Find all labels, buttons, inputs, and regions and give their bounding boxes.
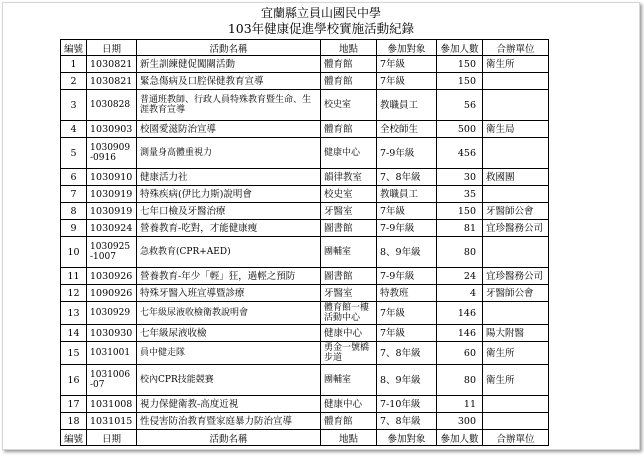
row-activity-name: 七年口檢及牙醫治療: [137, 203, 321, 220]
table-row: [61, 186, 549, 203]
row-place: 體育館: [321, 413, 377, 430]
row-partner: [483, 186, 549, 203]
row-place: 團輔室: [321, 237, 377, 268]
record-title: 103年健康促進學校實施活動紀錄: [227, 21, 415, 36]
row-place: 校史室: [321, 186, 377, 203]
row-place: 健康中心: [321, 138, 377, 169]
row-count: 56: [437, 90, 483, 121]
row-date: 1030828: [87, 90, 137, 121]
row-partner: 宜珍醫務公司: [483, 268, 549, 285]
row-target: 7-10年級: [377, 396, 437, 413]
row-no: 10: [61, 237, 87, 268]
row-date: 1030903: [87, 121, 137, 138]
row-place: 校史室: [321, 90, 377, 121]
table-row: [61, 268, 549, 285]
row-no: 9: [61, 220, 87, 237]
row-place: 勇金一號橋步道: [321, 342, 377, 365]
row-no: 7: [61, 186, 87, 203]
row-no: 18: [61, 413, 87, 430]
row-activity-name: 健康活力社: [137, 169, 321, 186]
row-place: 體育館: [321, 56, 377, 73]
row-date: 1030925 -1007: [87, 237, 137, 268]
table-row: [61, 285, 549, 302]
row-count: 11: [437, 396, 483, 413]
row-partner: [483, 396, 549, 413]
col-header-name: 活動名稱: [137, 40, 321, 56]
row-count: 456: [437, 138, 483, 169]
row-no: 14: [61, 325, 87, 342]
table-row: [61, 237, 549, 268]
row-activity-name: 視力保健衛教-高度近視: [137, 396, 321, 413]
table-row: [61, 396, 549, 413]
row-date: 1030919: [87, 186, 137, 203]
row-date: 1030909 -0916: [87, 138, 137, 169]
row-partner: 宜珍醫務公司: [483, 220, 549, 237]
row-partner: 衛生所: [483, 342, 549, 365]
row-target: 7-9年級: [377, 220, 437, 237]
row-activity-name: 校內CPR技能競賽: [137, 365, 321, 396]
row-activity-name: 急救教育(CPR+AED): [137, 237, 321, 268]
row-target: 7-9年級: [377, 138, 437, 169]
row-place: 牙醫室: [321, 285, 377, 302]
row-activity-name: 緊急傷病及口腔保健教育宣導: [137, 73, 321, 90]
row-date: 1030929: [87, 302, 137, 325]
row-place: 體育館一樓活動中心: [321, 302, 377, 325]
row-date: 1031008: [87, 396, 137, 413]
row-partner: [483, 413, 549, 430]
row-target: 教職員工: [377, 186, 437, 203]
row-count: 150: [437, 56, 483, 73]
row-date: 1030910: [87, 169, 137, 186]
row-partner: [483, 90, 549, 121]
row-activity-name: 普通班教師、行政人員特殊教育暨生命、生涯教育宣導: [137, 90, 321, 121]
row-count: 35: [437, 186, 483, 203]
table-row: [61, 365, 549, 396]
school-title: 宜蘭縣立員山國民中學: [260, 6, 381, 20]
row-partner: 牙醫師公會: [483, 285, 549, 302]
row-target: 7-9年級: [377, 268, 437, 285]
row-place: 團輔室: [321, 365, 377, 396]
col-header-date: 日期: [87, 40, 137, 56]
row-activity-name: 測量身高體重視力: [137, 138, 321, 169]
row-partner: [483, 302, 549, 325]
row-activity-name: 員中健走隊: [137, 342, 321, 365]
row-no: 5: [61, 138, 87, 169]
row-activity-name: 營養教育-吃對，才能健康瘦: [137, 220, 321, 237]
row-count: 4: [437, 285, 483, 302]
row-date: 1030926: [87, 268, 137, 285]
row-count: 150: [437, 73, 483, 90]
row-activity-name: 七年級尿液收檢: [137, 325, 321, 342]
row-target: 7年級: [377, 56, 437, 73]
row-partner: [483, 237, 549, 268]
row-no: 13: [61, 302, 87, 325]
row-count: 30: [437, 169, 483, 186]
row-activity-name: 七年級尿液收檢衛教說明會: [137, 302, 321, 325]
table-row: [61, 220, 549, 237]
row-count: 60: [437, 342, 483, 365]
col-footer-date: 日期: [87, 430, 137, 446]
row-no: 4: [61, 121, 87, 138]
table-row: [61, 342, 549, 365]
table-row: [61, 138, 549, 169]
col-header-count: 參加人數: [437, 40, 483, 56]
row-date: 1031001: [87, 342, 137, 365]
table-row: [61, 203, 549, 220]
col-header-target: 參加對象: [377, 40, 437, 56]
row-target: 7年級: [377, 325, 437, 342]
row-partner: 衛生所: [483, 365, 549, 396]
col-footer-name: 活動名稱: [137, 430, 321, 446]
row-target: 7、8年級: [377, 413, 437, 430]
row-date: 1031015: [87, 413, 137, 430]
row-no: 3: [61, 90, 87, 121]
row-target: 特教班: [377, 285, 437, 302]
row-count: 80: [437, 237, 483, 268]
row-partner: 衛生所: [483, 56, 549, 73]
row-place: 韻律教室: [321, 169, 377, 186]
row-count: 500: [437, 121, 483, 138]
row-activity-name: 性侵害防治教育暨家庭暴力防治宣導: [137, 413, 321, 430]
row-no: 11: [61, 268, 87, 285]
row-count: 24: [437, 268, 483, 285]
row-activity-name: 特殊牙醫入班宣導暨診療: [137, 285, 321, 302]
row-no: 12: [61, 285, 87, 302]
row-activity-name: 新生訓練健促闖關活動: [137, 56, 321, 73]
row-place: 體育館: [321, 121, 377, 138]
table-row: [61, 121, 549, 138]
row-target: 全校師生: [377, 121, 437, 138]
table-row: [61, 325, 549, 342]
row-activity-name: 特殊疾病(伊比力斯)說明會: [137, 186, 321, 203]
row-count: 150: [437, 203, 483, 220]
row-count: 146: [437, 302, 483, 325]
col-footer-place: 地點: [321, 430, 377, 446]
row-place: 圖書館: [321, 220, 377, 237]
row-target: 7年級: [377, 73, 437, 90]
row-date: 1031006 -07: [87, 365, 137, 396]
row-date: 1030821: [87, 56, 137, 73]
row-target: 7年級: [377, 203, 437, 220]
row-count: 146: [437, 325, 483, 342]
row-count: 81: [437, 220, 483, 237]
table-row: [61, 302, 549, 325]
row-partner: 陽大附醫: [483, 325, 549, 342]
row-place: 圖書館: [321, 268, 377, 285]
col-footer-target: 參加對象: [377, 430, 437, 446]
col-header-place: 地點: [321, 40, 377, 56]
col-header-no: 編號: [61, 40, 87, 56]
row-partner: [483, 138, 549, 169]
row-partner: 衛生局: [483, 121, 549, 138]
row-target: 8、9年級: [377, 365, 437, 396]
table-row: [61, 169, 549, 186]
col-footer-partner: 合辦單位: [483, 430, 549, 446]
row-partner: 牙醫師公會: [483, 203, 549, 220]
document-page: [2, 2, 640, 450]
row-count: 300: [437, 413, 483, 430]
row-date: 1030924: [87, 220, 137, 237]
row-activity-name: 校園愛滋防治宣導: [137, 121, 321, 138]
row-no: 17: [61, 396, 87, 413]
row-date: 1090926: [87, 285, 137, 302]
row-target: 7、8年級: [377, 169, 437, 186]
row-no: 16: [61, 365, 87, 396]
col-footer-no: 編號: [61, 430, 87, 446]
row-date: 1030930: [87, 325, 137, 342]
row-no: 1: [61, 56, 87, 73]
header-row: [61, 40, 549, 56]
row-partner: 救國團: [483, 169, 549, 186]
row-partner: [483, 73, 549, 90]
row-count: 80: [437, 365, 483, 396]
row-no: 6: [61, 169, 87, 186]
col-footer-count: 參加人數: [437, 430, 483, 446]
row-no: 15: [61, 342, 87, 365]
row-place: 體育館: [321, 73, 377, 90]
table-row: [61, 90, 549, 121]
footer-header-row: [61, 430, 549, 446]
table-row: [61, 413, 549, 430]
row-place: 健康中心: [321, 325, 377, 342]
row-no: 8: [61, 203, 87, 220]
row-target: 7年級: [377, 302, 437, 325]
table-row: [61, 73, 549, 90]
row-place: 健康中心: [321, 396, 377, 413]
activity-table: [60, 39, 549, 446]
row-no: 2: [61, 73, 87, 90]
col-header-partner: 合辦單位: [483, 40, 549, 56]
row-target: 教職員工: [377, 90, 437, 121]
row-target: 8、9年級: [377, 237, 437, 268]
row-activity-name: 營養教育-年少「輕」狂，過輕之預防: [137, 268, 321, 285]
row-place: 牙醫室: [321, 203, 377, 220]
table-row: [61, 56, 549, 73]
row-date: 1030919: [87, 203, 137, 220]
row-date: 1030821: [87, 73, 137, 90]
row-target: 7、8年級: [377, 342, 437, 365]
